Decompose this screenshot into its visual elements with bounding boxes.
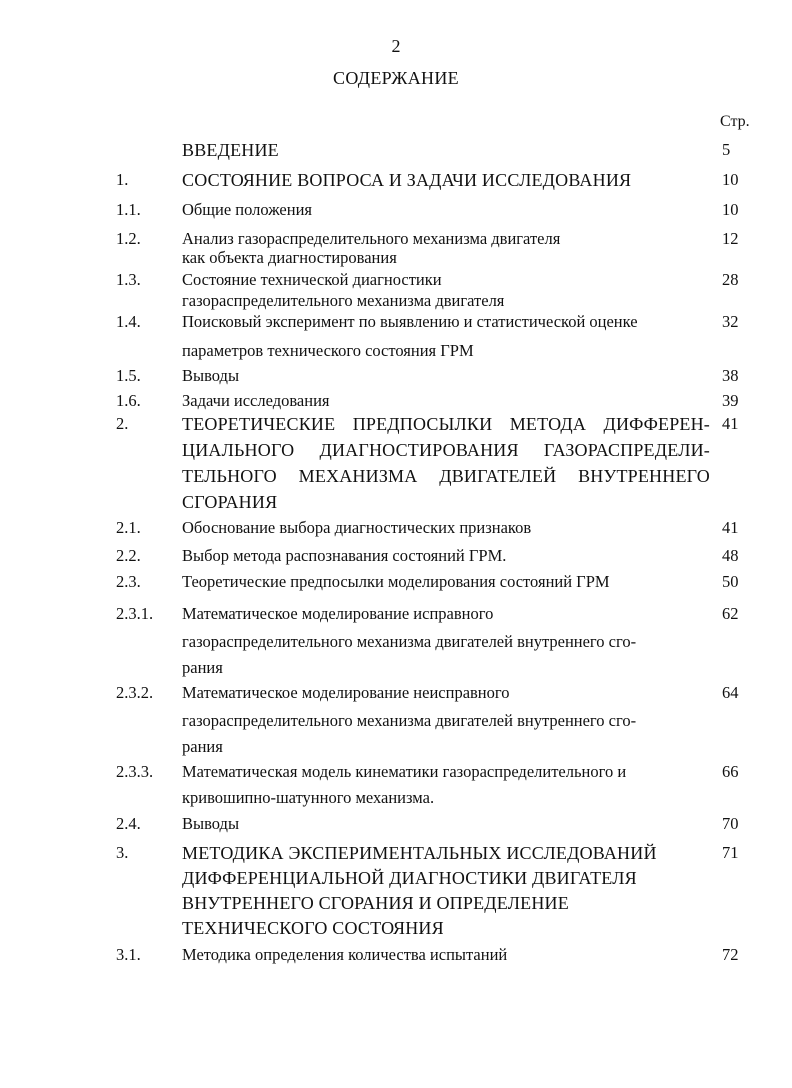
toc-entry-line: Выводы xyxy=(182,366,240,385)
toc-entry-number: 2.2. xyxy=(116,546,141,565)
toc-entry-number: 2. xyxy=(116,414,129,433)
toc-entry-page: 32 xyxy=(722,312,739,331)
toc-entry-line: Методика определения количества испытаний xyxy=(182,945,508,964)
toc-entry-page: 66 xyxy=(722,762,739,781)
page-title: СОДЕРЖАНИЕ xyxy=(333,68,459,88)
toc-entry-number: 1.6. xyxy=(116,391,141,410)
toc-entry-number: 1.5. xyxy=(116,366,141,385)
toc-entry-number: 2.4. xyxy=(116,814,141,833)
toc-entry-line: Выводы xyxy=(182,814,240,833)
toc-entry-line: кривошипно-шатунного механизма. xyxy=(182,788,435,807)
toc-entry-line: Анализ газораспределительного механизма двигателя xyxy=(182,229,561,248)
toc-entry-line: СОСТОЯНИЕ ВОПРОСА И ЗАДАЧИ ИССЛЕДОВАНИЯ xyxy=(182,170,632,190)
toc-entry-page: 10 xyxy=(722,200,739,219)
toc-entry-line: ВНУТРЕННЕГО СГОРАНИЯ И ОПРЕДЕЛЕНИЕ xyxy=(182,893,569,913)
toc-entry-line: Выбор метода распознавания состояний ГРМ. xyxy=(182,546,507,565)
toc-entry-line: Обоснование выбора диагностических признаков xyxy=(182,518,532,537)
toc-entry-line: газораспределительного механизма двигателя xyxy=(182,291,505,310)
toc-entry-number: 1. xyxy=(116,170,129,189)
toc-entry-page: 41 xyxy=(722,414,739,433)
toc-entry-line: рания xyxy=(182,658,223,677)
toc-entry-line: ВВЕДЕНИЕ xyxy=(182,140,279,160)
toc-entry-line: газораспределительного механизма двигателей внутреннего сго- xyxy=(182,711,637,730)
toc-entry-number: 1.4. xyxy=(116,312,141,331)
toc-entry-number: 1.1. xyxy=(116,200,141,219)
toc-entry-page: 72 xyxy=(722,945,739,964)
toc-entry-number: 2.1. xyxy=(116,518,141,537)
toc-entry-line: Математическая модель кинематики газораспределительного и xyxy=(182,762,627,781)
toc-entry-number: 2.3.3. xyxy=(116,762,154,781)
toc-entry-number: 2.3.1. xyxy=(116,604,154,623)
toc-entry-number: 2.3. xyxy=(116,572,141,591)
page-number: 2 xyxy=(391,36,401,56)
toc-entry-page: 28 xyxy=(722,270,739,289)
toc-entry-page: 39 xyxy=(722,391,739,410)
toc-entry-line: ЦИАЛЬНОГО ДИАГНОСТИРОВАНИЯ ГАЗОРАСПРЕДЕЛИ- xyxy=(182,440,710,460)
toc-entry-line: Поисковый эксперимент по выявлению и статистической оценке xyxy=(182,312,638,331)
toc-entry-page: 64 xyxy=(722,683,739,702)
toc-entry-line: ТЕЛЬНОГО МЕХАНИЗМА ДВИГАТЕЛЕЙ ВНУТРЕННЕГО xyxy=(182,466,710,486)
toc-entry-page: 48 xyxy=(722,546,739,565)
toc-entry-number: 3.1. xyxy=(116,945,141,964)
toc-entry-line: Состояние технической диагностики xyxy=(182,270,442,289)
toc-entry-number: 1.2. xyxy=(116,229,141,248)
toc-entry-page: 50 xyxy=(722,572,739,591)
toc-entry-line: Общие положения xyxy=(182,200,312,219)
toc-entry-line: газораспределительного механизма двигателей внутреннего сго- xyxy=(182,632,637,651)
toc-entry-number: 3. xyxy=(116,843,129,862)
toc-entry-page: 71 xyxy=(722,843,739,862)
toc-entry-page: 10 xyxy=(722,170,739,189)
toc-entry-page: 38 xyxy=(722,366,739,385)
toc-entry-line: Математическое моделирование неисправного xyxy=(182,683,510,702)
toc-entry-page: 62 xyxy=(722,604,739,623)
toc-entry-page: 70 xyxy=(722,814,739,833)
toc-entry-line: как объекта диагностирования xyxy=(182,248,397,267)
toc-entry-number: 2.3.2. xyxy=(116,683,154,702)
toc-entry-line: МЕТОДИКА ЭКСПЕРИМЕНТАЛЬНЫХ ИССЛЕДОВАНИЙ xyxy=(182,843,657,863)
toc-entry-line: Теоретические предпосылки моделирования состояний ГРМ xyxy=(182,572,610,591)
toc-entry-page: 5 xyxy=(722,140,731,159)
toc-entry-line: ДИФФЕРЕНЦИАЛЬНОЙ ДИАГНОСТИКИ ДВИГАТЕЛЯ xyxy=(182,868,637,888)
toc-entry-page: 12 xyxy=(722,229,739,248)
toc-entry-number: 1.3. xyxy=(116,270,141,289)
toc-entry-line: Математическое моделирование исправного xyxy=(182,604,494,623)
toc-entry-page: 41 xyxy=(722,518,739,537)
toc-entry-line: ТЕОРЕТИЧЕСКИЕ ПРЕДПОСЫЛКИ МЕТОДА ДИФФЕРЕН- xyxy=(182,414,710,434)
toc-entry-line: Задачи исследования xyxy=(182,391,330,410)
toc-entry-line: параметров технического состояния ГРМ xyxy=(182,341,474,360)
page-column-label: Стр. xyxy=(720,113,750,130)
toc-entry-line: рания xyxy=(182,737,223,756)
toc-entry-line: СГОРАНИЯ xyxy=(182,492,278,512)
toc-entry-line: ТЕХНИЧЕСКОГО СОСТОЯНИЯ xyxy=(182,918,444,938)
